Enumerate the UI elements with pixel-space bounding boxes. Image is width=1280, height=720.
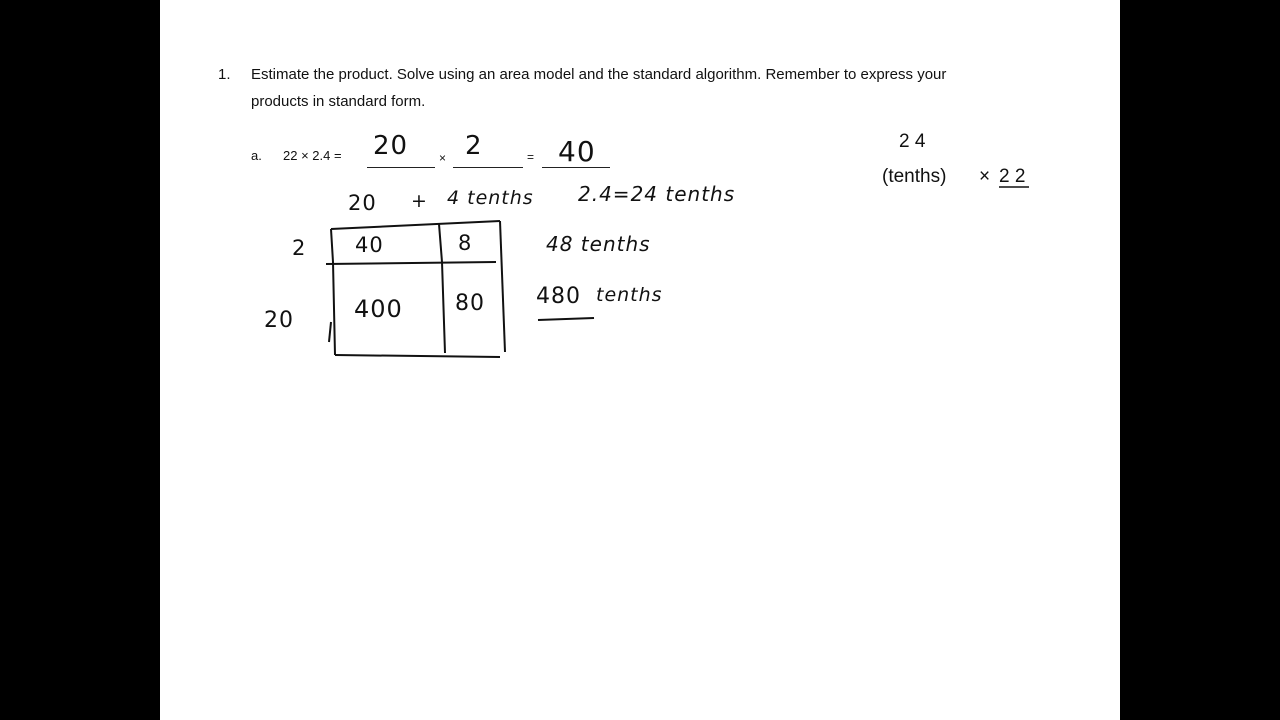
algorithm-times: × <box>979 166 991 187</box>
part-a-expression: 22 × 2.4 = <box>283 148 342 163</box>
partial-product-480-unit: tenths <box>596 284 663 306</box>
four-tenths: 4 tenths <box>447 187 534 209</box>
decomposition-20: 20 <box>348 191 377 215</box>
cell-8: 8 <box>458 231 473 255</box>
cell-400: 400 <box>354 295 403 323</box>
row-label-2: 2 <box>292 236 307 260</box>
instruction-line-2: products in standard form. <box>251 93 426 110</box>
partial-product-48: 48 tenths <box>546 232 651 256</box>
partial-product-480: 480 <box>536 284 581 309</box>
row-label-20: 20 <box>264 308 294 333</box>
equals-sign: = <box>527 150 535 164</box>
area-model-grid <box>160 0 1120 720</box>
part-a-label: a. <box>251 148 262 163</box>
cell-40: 40 <box>355 233 384 257</box>
problem-number: 1. <box>218 66 231 83</box>
estimate-factor2: 2 <box>465 131 483 161</box>
times-sign: × <box>439 151 447 165</box>
cell-80: 80 <box>455 291 485 316</box>
algorithm-top: 2 4 <box>899 131 926 152</box>
estimate-factor1: 20 <box>373 131 409 161</box>
worksheet-page <box>160 0 1120 720</box>
instruction-line-1: Estimate the product. Solve using an area model and the standard algorithm. Remember to express your <box>251 66 947 83</box>
plus-sign: + <box>411 190 428 212</box>
conversion-note: 2.4=24 tenths <box>578 182 736 206</box>
estimate-product: 40 <box>558 135 596 168</box>
algorithm-unit: (tenths) <box>882 166 947 187</box>
algorithm-bottom: 2 2 <box>999 166 1026 187</box>
